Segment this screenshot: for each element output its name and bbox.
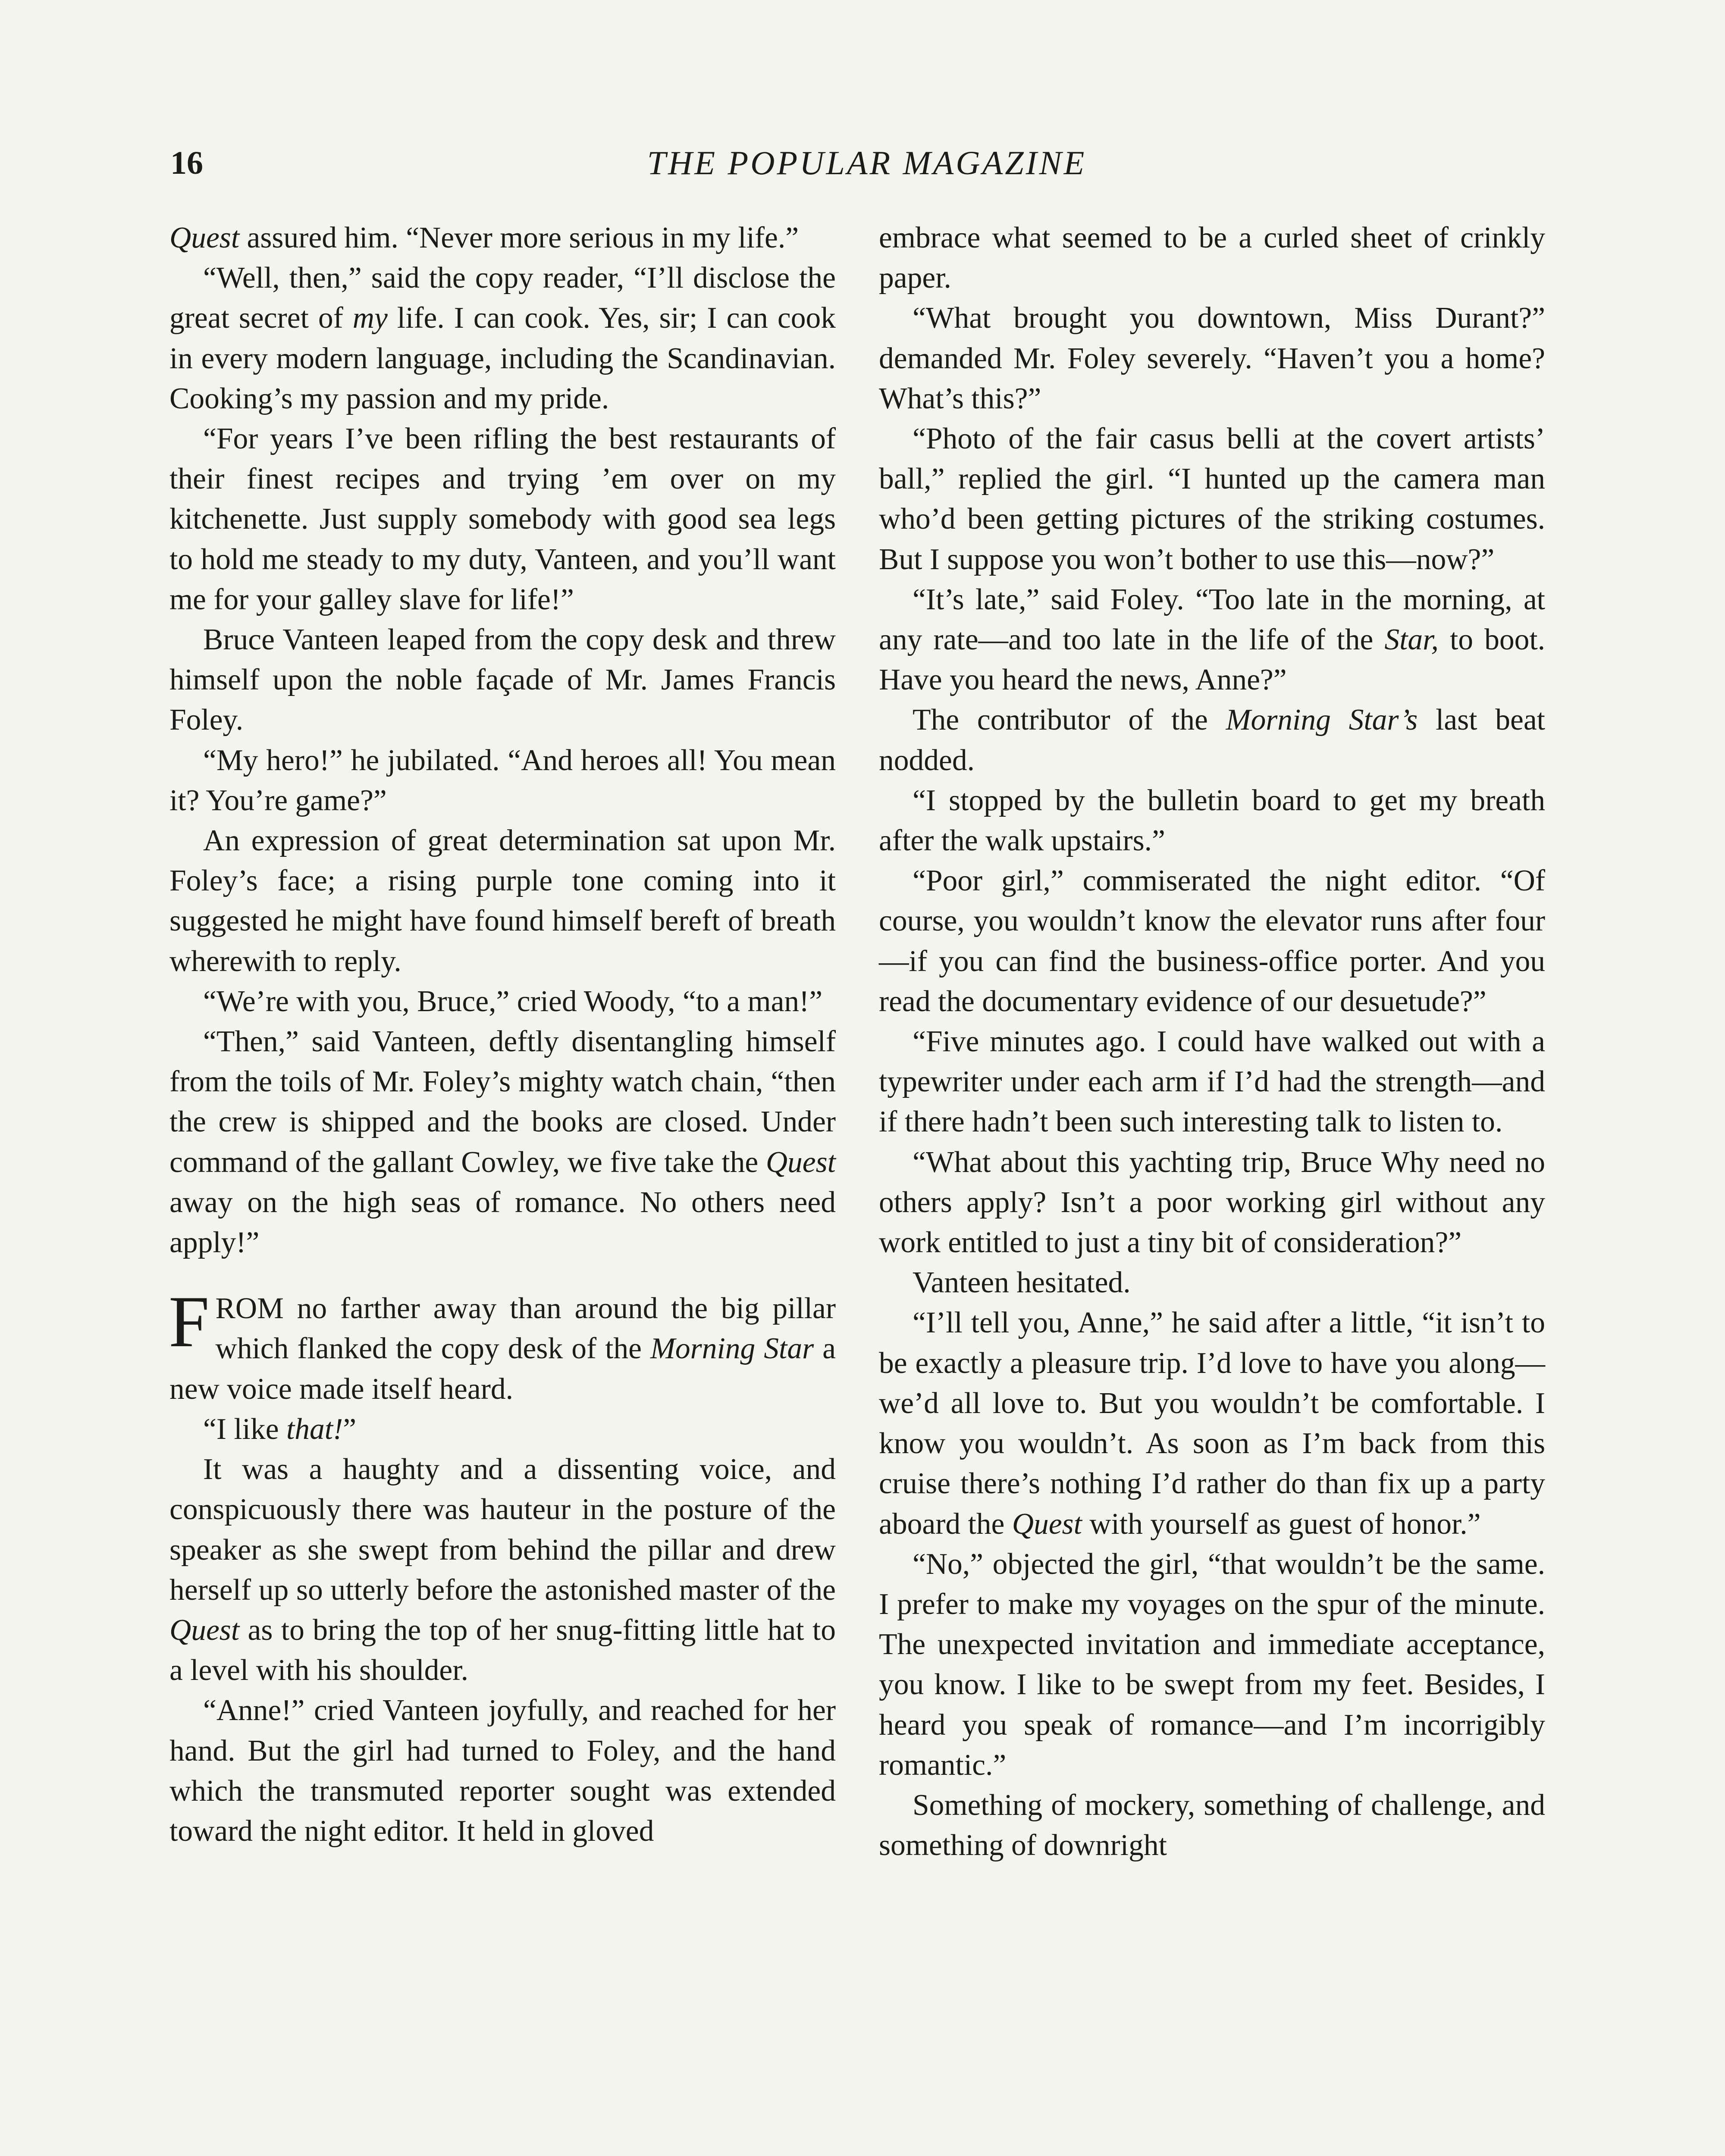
italic-text: Quest bbox=[169, 221, 240, 254]
italic-text: Star, bbox=[1384, 623, 1439, 657]
running-title: THE POPULAR MAGAZINE bbox=[647, 144, 1087, 182]
italic-text: my bbox=[352, 301, 388, 335]
page-number: 16 bbox=[170, 145, 203, 181]
paragraph: “We’re with you, Bruce,” cried Woody, “to a man!” bbox=[203, 984, 823, 1018]
paragraph: Something of mockery, something of challenge, and something of downright bbox=[879, 1788, 1545, 1862]
paragraph: Bruce Vanteen leaped from the copy desk and threw himself upon the noble façade of Mr. James Francis Foley. bbox=[169, 623, 836, 737]
italic-text: Quest bbox=[169, 1613, 240, 1647]
italic-text: Quest bbox=[1012, 1507, 1082, 1541]
italic-text: Quest bbox=[765, 1145, 836, 1179]
paragraph: Vanteen hesitated. bbox=[913, 1266, 1131, 1300]
paragraph: “Then,” said Vanteen, deftly disentangling himself from the toils of Mr. Foley’s mighty watch chain, “then the crew is shipped and the books are closed. Under command of the gallant Cowley, we five take the Quest away on the high seas of romance. No others need apply!” bbox=[169, 1025, 836, 1260]
italic-text: that! bbox=[286, 1412, 343, 1446]
paragraph: It was a haughty and a dissenting voice, and conspicuously there was hauteur in the posture of the speaker as she swept from behind the pillar and drew herself up so utterly before the astonished master of the Quest as to bring the top of her snug-fitting little hat to a level with his shoulder. bbox=[169, 1453, 836, 1687]
page-header bbox=[170, 137, 1563, 189]
paragraph: “Five minutes ago. I could have walked out with a typewriter under each arm if I’d had the strength—and if there hadn’t been such interesting talk to listen to. bbox=[879, 1025, 1545, 1139]
paragraph: “I like that!” bbox=[203, 1412, 357, 1446]
paragraph: “What about this yachting trip, Bruce Why need no others apply? Isn’t a poor working girl without any work entitled to just a tiny bit of consideration?” bbox=[879, 1145, 1545, 1260]
left-column bbox=[169, 218, 836, 1851]
paragraph: An expression of great determination sat upon Mr. Foley’s face; a rising purple tone coming into it suggested he might have found himself bereft of breath wherewith to reply. bbox=[169, 824, 836, 978]
paragraph: ROM no farther away than around the big pillar which flanked the copy desk of the Morning Star a new voice made itself heard. bbox=[169, 1292, 836, 1406]
drop-cap: F bbox=[169, 1281, 210, 1363]
paragraph: “What brought you downtown, Miss Durant?” demanded Mr. Foley severely. “Haven’t you a home? What’s this?” bbox=[879, 301, 1545, 415]
paragraph: Quest assured him. “Never more serious in my life.” bbox=[169, 221, 799, 254]
paragraph: “Well, then,” said the copy reader, “I’ll disclose the great secret of my life. I can cook. Yes, sir; I can cook in every modern language, including the Scandinavian. Cooking’s my passion and my pride. bbox=[169, 261, 836, 415]
paragraph: embrace what seemed to be a curled sheet of crinkly paper. bbox=[879, 221, 1545, 295]
paragraph: “Anne!” cried Vanteen joyfully, and reached for her hand. But the girl had turned to Foley, and the hand which the transmuted reporter sought was extended toward the night editor. It held in gloved bbox=[169, 1694, 836, 1848]
italic-text: Morning Star’s bbox=[1226, 703, 1418, 737]
italic-text: Morning Star bbox=[650, 1332, 814, 1366]
paragraph: “I stopped by the bulletin board to get my breath after the walk upstairs.” bbox=[879, 783, 1545, 858]
paragraph: “I’ll tell you, Anne,” he said after a little, “it isn’t to be exactly a pleasure trip. I’d love to have you along—we’d all love to. But you wouldn’t be comfortable. I know you wouldn’t. As soon as I’m back from this cruise there’s nothing I’d rather do than fix up a party aboard the Quest with yourself as guest of honor.” bbox=[879, 1306, 1545, 1541]
right-column bbox=[879, 218, 1545, 1865]
paragraph: “My hero!” he jubilated. “And heroes all! You mean it? You’re game?” bbox=[169, 743, 836, 817]
paragraph: “For years I’ve been rifling the best restaurants of their finest recipes and trying ’em over on my kitchenette. Just supply somebody with good sea legs to hold me steady to my duty, Vanteen, and you’ll want me for your galley slave for life!” bbox=[169, 422, 836, 616]
paragraph: “Photo of the fair casus belli at the covert artists’ ball,” replied the girl. “I hunted up the camera man who’d been getting pictures of the striking costumes. But I suppose you won’t bother to use this—now?” bbox=[879, 422, 1545, 576]
paragraph: The contributor of the Morning Star’s last beat nodded. bbox=[879, 703, 1545, 777]
section-break bbox=[169, 1281, 836, 1409]
paragraph: “No,” objected the girl, “that wouldn’t be the same. I prefer to make my voyages on the spur of the minute. The unexpected invitation and immediate acceptance, you know. I like to be swept from my feet. Besides, I heard you speak of romance—and I’m incorrigibly romantic.” bbox=[879, 1547, 1545, 1782]
paragraph: “It’s late,” said Foley. “Too late in the morning, at any rate—and too late in the life of the Star, to boot. Have you heard the news, Anne?” bbox=[879, 583, 1545, 697]
paragraph: “Poor girl,” commiserated the night editor. “Of course, you wouldn’t know the elevator runs after four—if you can find the business-office porter. And you read the documentary evidence of our desuetude?” bbox=[879, 864, 1545, 1018]
